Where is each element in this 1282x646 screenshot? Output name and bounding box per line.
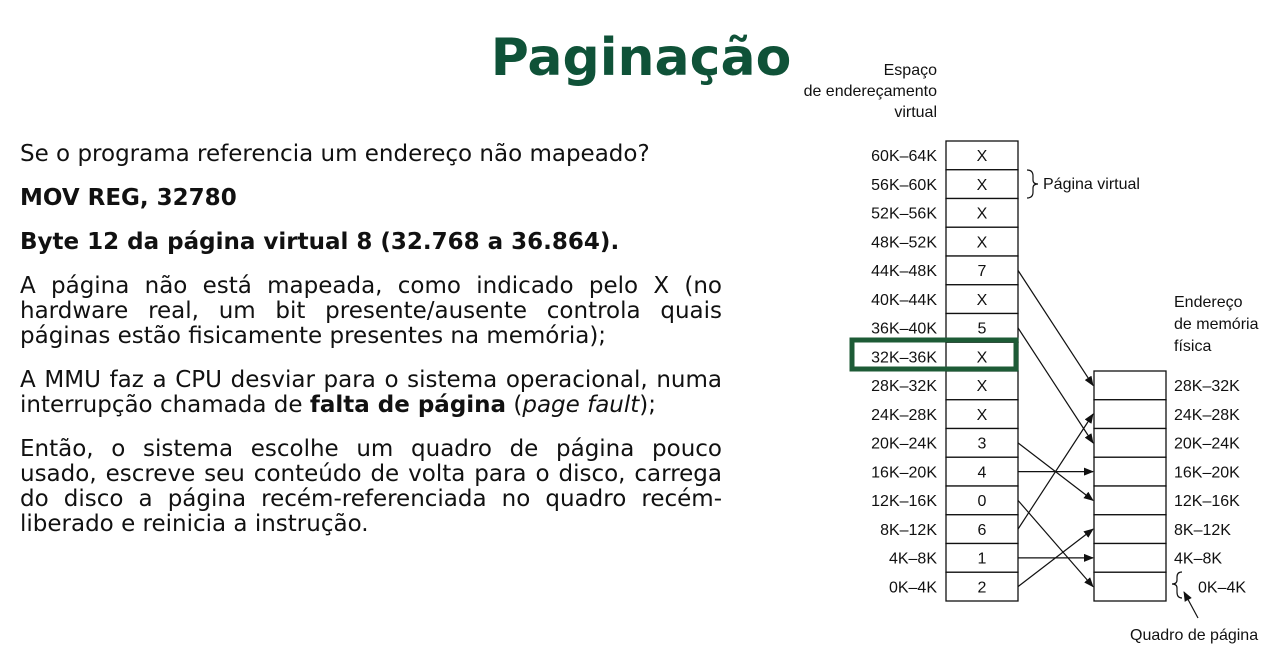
- physical-frame-cell: [1094, 572, 1166, 601]
- frame-label-arrow: [1184, 592, 1198, 618]
- virtual-page-value: 4: [977, 464, 987, 482]
- virtual-page-value: X: [976, 234, 988, 252]
- virtual-page-range: 16K–20K: [871, 464, 937, 482]
- physical-frame-cell: [1094, 515, 1166, 544]
- virtual-page-value: X: [976, 406, 988, 424]
- instruction-line: MOV REG, 32780: [20, 185, 237, 211]
- not-mapped-paragraph: A página não está mapeada, como indicado pelo X (no hardware real, um bit presente/ausente controla quais páginas estão fisicamente presentes na memória);: [20, 273, 722, 349]
- virtual-page-value: 1: [977, 550, 987, 568]
- final-paragraph: Então, o sistema escolhe um quadro de página pouco usado, escreve seu conteúdo de volta para o disco, carrega do disco a página recém-referenciada no quadro recém-liberado e reinicia a instrução.: [20, 436, 722, 537]
- virtual-page-range: 24K–28K: [871, 406, 937, 424]
- mapping-arrow: [1018, 270, 1093, 385]
- virtual-header-line-1: Espaço: [883, 62, 937, 79]
- physical-frame-table: [1094, 371, 1246, 601]
- physical-frame-cell: [1094, 371, 1166, 400]
- virtual-page-value: 6: [977, 521, 987, 539]
- virtual-page-range: 52K–56K: [871, 205, 937, 223]
- virtual-page-brace: [1027, 170, 1038, 198]
- virtual-page-value: X: [976, 349, 988, 367]
- virtual-page-range: 0K–4K: [888, 579, 937, 597]
- byte-info: Byte 12 da página virtual 8 (32.768 a 36.864).: [20, 229, 620, 255]
- mapping-arrow: [1018, 328, 1093, 443]
- virtual-page-range: 20K–24K: [871, 435, 937, 453]
- frame-label: Quadro de página: [1130, 627, 1259, 644]
- virtual-page-range: 8K–12K: [880, 521, 937, 539]
- virtual-page-range: 60K–64K: [871, 148, 937, 165]
- paren-open: (: [506, 392, 523, 418]
- virtual-page-value: X: [976, 176, 988, 194]
- physical-frame-cell: [1094, 400, 1166, 429]
- physical-frame-range: 0K–4K: [1198, 579, 1247, 597]
- virtual-page-value: 2: [977, 579, 987, 597]
- physical-frame-range: 4K–8K: [1174, 550, 1223, 568]
- virtual-header-line-3: virtual: [894, 104, 937, 121]
- intro-question: Se o programa referencia um endereço não mapeado?: [20, 141, 650, 167]
- physical-frame-cell: [1094, 544, 1166, 573]
- virtual-page-value: X: [976, 148, 988, 165]
- virtual-page-value: X: [976, 378, 988, 395]
- virtual-page-range: 32K–36K: [871, 349, 937, 367]
- virtual-page-range: 4K–8K: [888, 550, 937, 568]
- virtual-page-range: 48K–52K: [871, 234, 937, 252]
- virtual-page-range: 40K–44K: [871, 291, 937, 309]
- page-fault-term: falta de página: [309, 392, 507, 418]
- virtual-page-value: 0: [977, 493, 987, 510]
- virtual-page-value: 5: [977, 320, 987, 338]
- paren-close: );: [639, 392, 657, 418]
- virtual-page-value: 7: [977, 263, 987, 280]
- virtual-page-range: 56K–60K: [871, 176, 937, 194]
- physical-header-line-2: de memória: [1174, 316, 1259, 333]
- virtual-page-value: X: [976, 291, 988, 309]
- physical-header-line-3: física: [1174, 338, 1212, 355]
- physical-frame-range: 20K–24K: [1174, 435, 1240, 453]
- physical-frame-cell: [1094, 429, 1166, 458]
- physical-frame-range: 12K–16K: [1174, 493, 1240, 510]
- frame-brace: [1172, 572, 1182, 598]
- physical-frame-cell: [1094, 457, 1166, 486]
- virtual-page-label: Página virtual: [1043, 176, 1140, 193]
- slide-title: Paginação: [490, 28, 792, 88]
- page-fault-english: page fault: [522, 392, 640, 418]
- virtual-page-value: 3: [977, 435, 987, 453]
- virtual-page-range: 36K–40K: [871, 320, 937, 338]
- virtual-page-value: X: [976, 205, 988, 223]
- virtual-page-range: 12K–16K: [871, 493, 937, 510]
- physical-frame-range: 8K–12K: [1174, 521, 1231, 539]
- physical-frame-range: 24K–28K: [1174, 406, 1240, 424]
- physical-header-line-1: Endereço: [1174, 294, 1243, 311]
- physical-frame-range: 28K–32K: [1174, 378, 1240, 395]
- virtual-page-range: 28K–32K: [871, 378, 937, 395]
- physical-frame-cell: [1094, 486, 1166, 515]
- mapping-arrows: [1018, 270, 1093, 586]
- virtual-header-line-2: de endereçamento: [803, 83, 937, 100]
- virtual-page-range: 44K–48K: [871, 263, 937, 280]
- mapping-arrow: [1018, 500, 1093, 586]
- physical-frame-range: 16K–20K: [1174, 464, 1240, 482]
- mmu-text: A MMU faz a CPU desviar para o sistema operacional, numa interrupção chamada de: [20, 367, 722, 418]
